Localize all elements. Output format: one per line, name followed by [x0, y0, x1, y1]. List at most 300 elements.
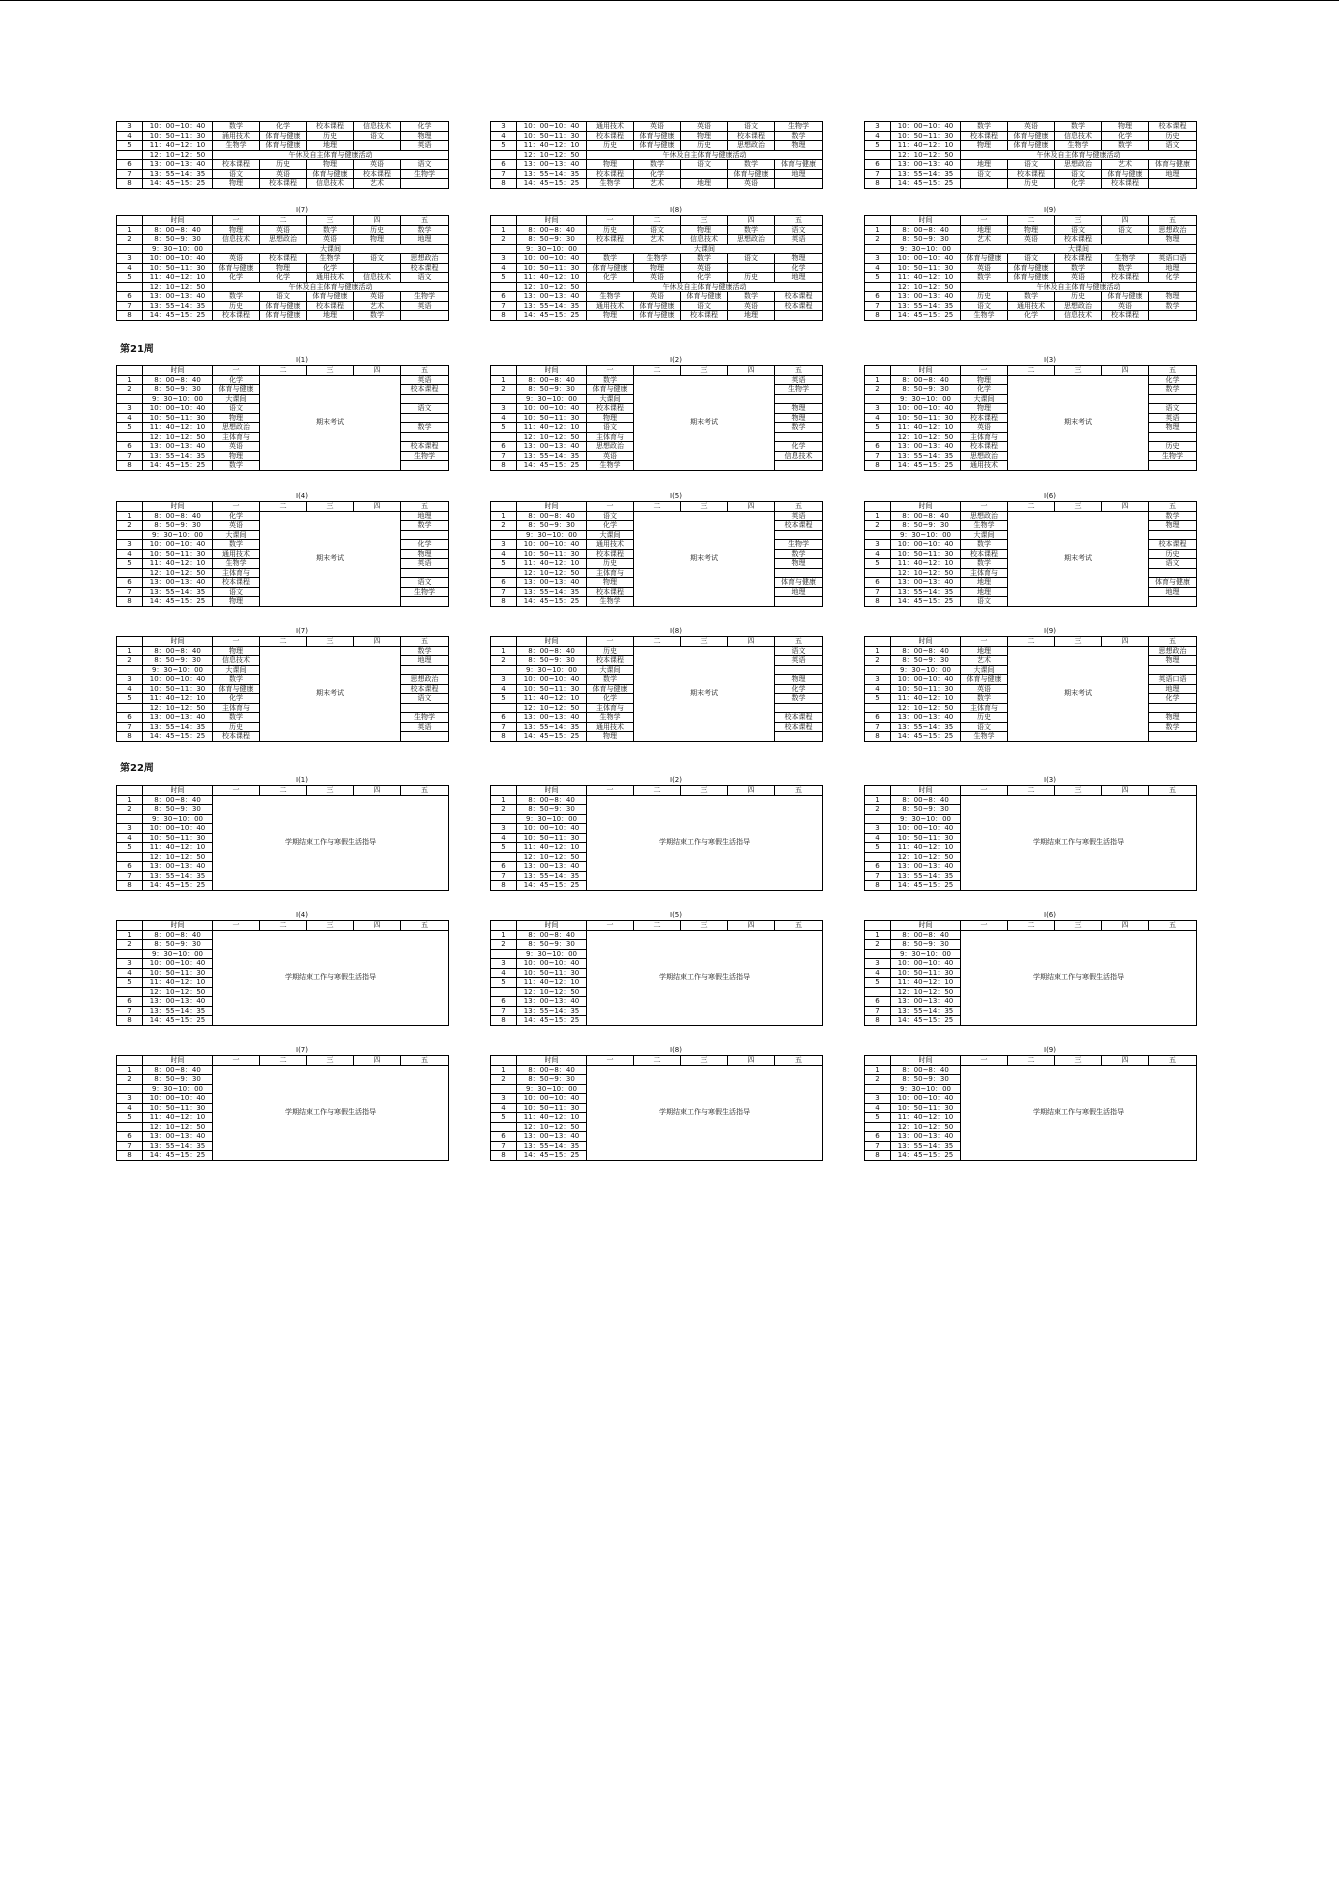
friday-cell: 校本课程 [401, 442, 449, 452]
time-slot: 9：30~10：00 [143, 665, 213, 675]
time-slot: 11：40~12：10 [143, 1113, 213, 1123]
monday-cell: 地理 [961, 578, 1008, 588]
week21-block-3 [864, 356, 1196, 471]
subject-cell: 英语 [1055, 273, 1102, 283]
lunch-row: 午休及自主体育与健康活动 [213, 150, 449, 160]
subject-cell [401, 179, 449, 189]
time-slot: 8：50~9：30 [891, 1075, 961, 1085]
period-number [491, 530, 517, 540]
period-number [865, 1084, 891, 1094]
time-slot: 10：50~11：30 [891, 263, 961, 273]
time-slot: 11：40~12：10 [143, 694, 213, 704]
period-number: 7 [865, 1141, 891, 1151]
friday-cell: 语文 [775, 646, 823, 656]
friday-cell [775, 597, 823, 607]
period-number: 7 [491, 587, 517, 597]
friday-cell: 英语 [1149, 413, 1197, 423]
period-number: 6 [117, 1132, 143, 1142]
timetable [490, 121, 823, 189]
subject-cell: 体育与健康 [260, 311, 307, 321]
monday-cell: 物理 [213, 646, 260, 656]
monday-cell: 大课间 [961, 530, 1008, 540]
time-slot: 10：00~10：40 [143, 824, 213, 834]
period-number: 8 [117, 1151, 143, 1161]
subject-cell: 体育与健康 [260, 131, 307, 141]
friday-cell [401, 530, 449, 540]
period-number: 8 [117, 597, 143, 607]
friday-cell: 信息技术 [775, 451, 823, 461]
class-caption: Ⅰ(8) [670, 627, 682, 635]
subject-cell: 历史 [587, 225, 634, 235]
time-slot: 10：00~10：40 [891, 540, 961, 550]
period-number: 8 [865, 597, 891, 607]
subject-cell: 通用技术 [587, 122, 634, 132]
time-slot: 13：55~14：35 [143, 169, 213, 179]
time-slot: 14：45~15：25 [517, 732, 587, 742]
period-number: 1 [117, 225, 143, 235]
subject-cell: 英语 [1008, 235, 1055, 245]
time-slot: 10：50~11：30 [517, 413, 587, 423]
period-number: 2 [865, 940, 891, 950]
period-number [491, 949, 517, 959]
time-slot: 12：10~12：50 [143, 987, 213, 997]
friday-cell [775, 732, 823, 742]
period-number: 2 [117, 805, 143, 815]
period-number: 7 [491, 1141, 517, 1151]
subject-cell [354, 263, 401, 273]
period-number: 2 [865, 235, 891, 245]
monday-cell: 数学 [587, 375, 634, 385]
monday-cell: 主体育与 [961, 432, 1008, 442]
subject-cell: 物理 [213, 225, 260, 235]
monday-cell: 主体育与 [587, 703, 634, 713]
timetable [490, 1055, 823, 1161]
monday-cell: 校本课程 [587, 549, 634, 559]
period-number: 3 [491, 122, 517, 132]
subject-cell: 校本课程 [728, 131, 775, 141]
monday-cell: 语文 [961, 722, 1008, 732]
time-slot: 13：00~13：40 [517, 997, 587, 1007]
time-slot: 10：00~10：40 [517, 540, 587, 550]
monday-cell: 大课间 [587, 665, 634, 675]
time-slot: 13：55~14：35 [517, 1141, 587, 1151]
subject-cell: 历史 [681, 141, 728, 151]
subject-cell: 体育与健康 [634, 141, 681, 151]
week22-block-5 [490, 911, 822, 1026]
friday-cell [1149, 568, 1197, 578]
time-slot: 8：00~8：40 [143, 511, 213, 521]
monday-cell: 英语 [213, 521, 260, 531]
period-number: 5 [865, 1113, 891, 1123]
period-number: 4 [491, 549, 517, 559]
header-period [865, 786, 891, 796]
header-period [865, 637, 891, 647]
friday-cell [775, 568, 823, 578]
time-slot: 10：00~10：40 [891, 122, 961, 132]
header-day-1: 一 [587, 786, 634, 796]
exam-cell: 期末考试 [1008, 511, 1149, 606]
lunch-row: 午休及自主体育与健康活动 [587, 282, 823, 292]
period-number: 4 [117, 263, 143, 273]
subject-cell: 物理 [354, 235, 401, 245]
header-period [865, 366, 891, 376]
week20-block-2 [490, 206, 822, 321]
class-caption: Ⅰ(6) [1044, 492, 1056, 500]
friday-cell [401, 461, 449, 471]
time-slot: 8：00~8：40 [143, 795, 213, 805]
period-number: 2 [865, 656, 891, 666]
friday-cell [775, 461, 823, 471]
period-number: 6 [865, 1132, 891, 1142]
time-slot: 14：45~15：25 [891, 461, 961, 471]
subject-cell: 信息技术 [1055, 131, 1102, 141]
subject-cell: 地理 [1149, 263, 1197, 273]
period-number: 8 [491, 311, 517, 321]
header-day-2: 二 [634, 502, 681, 512]
period-number: 4 [491, 263, 517, 273]
timetable [490, 365, 823, 471]
period-number: 8 [865, 461, 891, 471]
time-slot: 10：00~10：40 [517, 254, 587, 264]
subject-cell: 英语 [213, 254, 260, 264]
timetable [490, 215, 823, 321]
friday-cell [401, 413, 449, 423]
period-number: 5 [491, 843, 517, 853]
subject-cell: 艺术 [634, 235, 681, 245]
monday-cell: 校本课程 [213, 732, 260, 742]
period-number: 3 [491, 404, 517, 414]
time-slot: 13：55~14：35 [143, 301, 213, 311]
time-slot: 10：50~11：30 [517, 263, 587, 273]
subject-cell: 历史 [213, 301, 260, 311]
subject-cell: 语文 [354, 131, 401, 141]
subject-cell: 校本课程 [1102, 179, 1149, 189]
time-slot: 12：10~12：50 [143, 568, 213, 578]
header-day-2: 二 [1008, 637, 1055, 647]
subject-cell: 信息技术 [1055, 311, 1102, 321]
friday-cell: 语文 [401, 694, 449, 704]
subject-cell: 数学 [1102, 263, 1149, 273]
subject-cell: 语文 [260, 292, 307, 302]
period-number [865, 394, 891, 404]
header-day-5: 五 [1149, 786, 1197, 796]
time-slot: 8：50~9：30 [517, 656, 587, 666]
period-number: 7 [865, 301, 891, 311]
period-number: 5 [117, 978, 143, 988]
header-day-2: 二 [1008, 1056, 1055, 1066]
timetable [116, 121, 449, 189]
period-number [117, 394, 143, 404]
subject-cell: 生物学 [213, 141, 260, 151]
monday-cell: 历史 [213, 722, 260, 732]
subject-cell: 思想政治 [1055, 301, 1102, 311]
header-day-5: 五 [775, 216, 823, 226]
header-day-5: 五 [775, 921, 823, 931]
subject-cell: 语文 [961, 301, 1008, 311]
period-number: 4 [491, 968, 517, 978]
time-slot: 11：40~12：10 [891, 1113, 961, 1123]
period-number [865, 568, 891, 578]
time-slot: 9：30~10：00 [143, 244, 213, 254]
period-number: 4 [865, 549, 891, 559]
period-number: 2 [491, 521, 517, 531]
time-slot: 8：00~8：40 [143, 225, 213, 235]
header-day-3: 三 [307, 1056, 354, 1066]
time-slot: 14：45~15：25 [143, 311, 213, 321]
time-slot: 10：50~11：30 [517, 131, 587, 141]
header-day-3: 三 [1055, 921, 1102, 931]
period-number: 6 [117, 292, 143, 302]
subject-cell: 数学 [213, 122, 260, 132]
time-slot: 8：00~8：40 [891, 930, 961, 940]
time-slot: 8：00~8：40 [517, 511, 587, 521]
period-number: 5 [491, 694, 517, 704]
period-number: 5 [491, 1113, 517, 1123]
period-number [865, 987, 891, 997]
period-number: 3 [491, 1094, 517, 1104]
subject-cell: 信息技术 [307, 179, 354, 189]
subject-cell: 物理 [1149, 292, 1197, 302]
period-number: 6 [865, 292, 891, 302]
period-number: 3 [865, 254, 891, 264]
header-time: 时间 [143, 921, 213, 931]
header-day-4: 四 [354, 366, 401, 376]
period-number: 3 [117, 675, 143, 685]
period-number: 3 [865, 824, 891, 834]
time-slot: 13：00~13：40 [891, 997, 961, 1007]
header-day-2: 二 [260, 1056, 307, 1066]
monday-cell: 主体育与 [961, 703, 1008, 713]
period-number: 5 [117, 559, 143, 569]
time-slot: 11：40~12：10 [891, 273, 961, 283]
header-period [491, 366, 517, 376]
subject-cell: 体育与健康 [1008, 131, 1055, 141]
friday-cell [775, 530, 823, 540]
time-slot: 12：10~12：50 [891, 432, 961, 442]
time-slot: 10：50~11：30 [891, 684, 961, 694]
period-number [117, 150, 143, 160]
class-caption: Ⅰ(5) [670, 911, 682, 919]
subject-cell: 信息技术 [354, 273, 401, 283]
header-day-5: 五 [401, 216, 449, 226]
header-time: 时间 [891, 366, 961, 376]
header-day-1: 一 [587, 637, 634, 647]
period-number: 3 [491, 540, 517, 550]
header-day-4: 四 [1102, 637, 1149, 647]
time-slot: 13：00~13：40 [143, 442, 213, 452]
period-number: 1 [491, 930, 517, 940]
header-time: 时间 [517, 502, 587, 512]
time-slot: 10：00~10：40 [891, 959, 961, 969]
period-number: 3 [491, 959, 517, 969]
period-number: 6 [865, 160, 891, 170]
class-caption: Ⅰ(7) [296, 627, 308, 635]
header-day-4: 四 [354, 637, 401, 647]
header-day-3: 三 [307, 502, 354, 512]
subject-cell: 体育与健康 [1008, 263, 1055, 273]
period-number: 8 [865, 1016, 891, 1026]
period-number: 7 [117, 587, 143, 597]
subject-cell: 生物学 [401, 169, 449, 179]
subject-cell: 校本课程 [775, 292, 823, 302]
period-number: 2 [117, 521, 143, 531]
header-day-2: 二 [634, 366, 681, 376]
header-day-1: 一 [587, 921, 634, 931]
header-day-3: 三 [681, 502, 728, 512]
time-slot: 11：40~12：10 [517, 694, 587, 704]
time-slot: 10：50~11：30 [143, 1103, 213, 1113]
time-slot: 13：00~13：40 [891, 578, 961, 588]
header-day-1: 一 [213, 366, 260, 376]
subject-cell: 校本课程 [587, 235, 634, 245]
subject-cell: 生物学 [961, 311, 1008, 321]
header-day-1: 一 [961, 786, 1008, 796]
period-number: 5 [117, 141, 143, 151]
monday-cell: 通用技术 [587, 722, 634, 732]
period-number: 5 [865, 273, 891, 283]
period-number: 8 [117, 881, 143, 891]
header-day-4: 四 [1102, 921, 1149, 931]
period-number: 4 [865, 131, 891, 141]
period-number [491, 703, 517, 713]
subject-cell: 体育与健康 [260, 141, 307, 151]
period-number: 8 [491, 732, 517, 742]
time-slot: 10：50~11：30 [143, 131, 213, 141]
subject-cell: 数学 [587, 254, 634, 264]
time-slot: 9：30~10：00 [517, 1084, 587, 1094]
period-number: 7 [865, 169, 891, 179]
class-caption: Ⅰ(3) [1044, 776, 1056, 784]
subject-cell: 语文 [681, 160, 728, 170]
exam-cell: 期末考试 [260, 375, 401, 470]
period-number [491, 150, 517, 160]
header-day-5: 五 [1149, 216, 1197, 226]
time-slot: 8：00~8：40 [517, 225, 587, 235]
period-number: 2 [117, 235, 143, 245]
subject-cell: 校本课程 [681, 311, 728, 321]
subject-cell: 校本课程 [354, 169, 401, 179]
time-slot: 8：50~9：30 [891, 521, 961, 531]
period-number: 1 [865, 795, 891, 805]
period-number: 8 [491, 1016, 517, 1026]
subject-cell: 校本课程 [775, 301, 823, 311]
exam-cell: 期末考试 [634, 375, 775, 470]
time-slot: 8：00~8：40 [517, 646, 587, 656]
monday-cell: 生物学 [587, 597, 634, 607]
period-number: 1 [865, 375, 891, 385]
period-number: 8 [117, 179, 143, 189]
time-slot: 14：45~15：25 [891, 1151, 961, 1161]
time-slot: 10：50~11：30 [891, 413, 961, 423]
subject-cell: 英语 [634, 292, 681, 302]
period-number: 2 [865, 385, 891, 395]
header-period [865, 502, 891, 512]
header-day-5: 五 [775, 637, 823, 647]
period-number: 2 [117, 940, 143, 950]
period-number: 8 [117, 1016, 143, 1026]
period-number: 1 [491, 375, 517, 385]
period-number [865, 814, 891, 824]
subject-cell: 地理 [307, 141, 354, 151]
time-slot: 11：40~12：10 [517, 423, 587, 433]
friday-cell: 物理 [1149, 656, 1197, 666]
friday-cell [401, 703, 449, 713]
period-number: 3 [117, 540, 143, 550]
week21-block-1 [116, 356, 448, 471]
period-number [117, 852, 143, 862]
period-number [491, 432, 517, 442]
time-slot: 13：00~13：40 [143, 292, 213, 302]
header-day-4: 四 [1102, 1056, 1149, 1066]
monday-cell: 校本课程 [961, 549, 1008, 559]
monday-cell: 数学 [587, 675, 634, 685]
time-slot: 8：00~8：40 [891, 375, 961, 385]
friday-cell [1149, 461, 1197, 471]
monday-cell: 化学 [213, 694, 260, 704]
period-number: 6 [117, 713, 143, 723]
friday-cell [775, 665, 823, 675]
friday-cell: 生物学 [1149, 451, 1197, 461]
time-slot: 13：00~13：40 [891, 1132, 961, 1142]
subject-cell: 涌用技术 [213, 131, 260, 141]
subject-cell: 数学 [401, 225, 449, 235]
monday-cell: 语文 [587, 511, 634, 521]
subject-cell: 地理 [961, 160, 1008, 170]
subject-cell: 校本课程 [213, 311, 260, 321]
week21-block-6 [864, 492, 1196, 607]
week21-block-5 [490, 492, 822, 607]
header-day-4: 四 [354, 216, 401, 226]
header-day-2: 二 [260, 366, 307, 376]
week21-block-7 [116, 627, 448, 742]
time-slot: 8：00~8：40 [517, 1065, 587, 1075]
monday-cell: 通用技术 [587, 540, 634, 550]
header-day-4: 四 [354, 502, 401, 512]
friday-cell: 英语 [401, 375, 449, 385]
time-slot: 13：00~13：40 [517, 442, 587, 452]
time-slot: 14：45~15：25 [891, 732, 961, 742]
week22-block-2 [490, 776, 822, 891]
subject-cell: 物理 [401, 131, 449, 141]
header-day-5: 五 [1149, 502, 1197, 512]
time-slot: 12：10~12：50 [891, 703, 961, 713]
period-number: 2 [865, 805, 891, 815]
period-number: 2 [491, 656, 517, 666]
header-day-4: 四 [728, 1056, 775, 1066]
time-slot: 11：40~12：10 [143, 273, 213, 283]
friday-cell: 英语 [401, 722, 449, 732]
subject-cell: 生物学 [775, 122, 823, 132]
subject-cell: 思想政治 [260, 235, 307, 245]
period-number: 4 [117, 968, 143, 978]
time-slot: 12：10~12：50 [143, 150, 213, 160]
time-slot: 12：10~12：50 [517, 150, 587, 160]
friday-cell: 化学 [775, 684, 823, 694]
subject-cell: 数学 [634, 160, 681, 170]
header-period [117, 366, 143, 376]
period-number: 8 [491, 461, 517, 471]
subject-cell: 物理 [775, 254, 823, 264]
header-day-5: 五 [1149, 366, 1197, 376]
period-number [117, 987, 143, 997]
subject-cell: 物理 [307, 160, 354, 170]
period-number: 7 [865, 587, 891, 597]
time-slot: 13：00~13：40 [517, 1132, 587, 1142]
period-number: 7 [491, 722, 517, 732]
subject-cell: 体育与健康 [307, 169, 354, 179]
header-period [491, 786, 517, 796]
monday-cell: 语文 [213, 587, 260, 597]
